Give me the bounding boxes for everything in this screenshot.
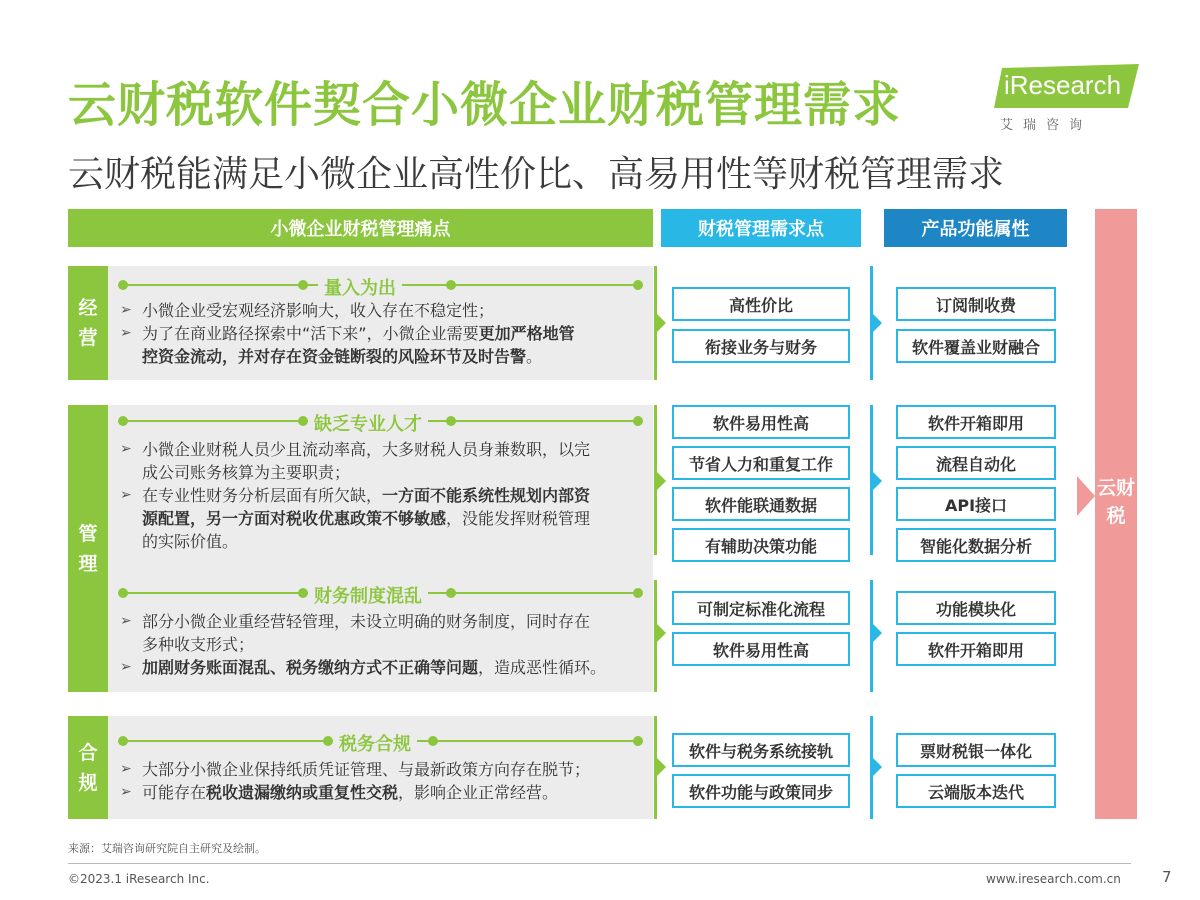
bullet-item: ➢ 为了在商业路径探索中“活下来”，小微企业需要更加严格地管 控资金流动，并对存在资金链断裂的风险环节及时告警。 [120, 324, 575, 366]
bullet-item: ➢ 在专业性财务分析层面有所欠缺，一方面不能系统性规划内部资 源配置，另一方面对税收优惠政策不够敏感，没能发挥财税管理 的实际价值。 [120, 486, 591, 551]
bullet-item: ➢ 小微企业财税人员少且流动率高，大多财税人员身兼数职，以完 成公司账务核算为主要职责； [120, 440, 591, 482]
subhead-label: 财务制度混乱 [308, 582, 428, 608]
iresearch-logo [994, 64, 1139, 136]
chevron-right-icon: ➢ [120, 761, 132, 777]
tag-label: 管理 [78, 522, 98, 575]
subhead-compliance [118, 730, 643, 755]
dot-icon [633, 280, 643, 290]
website-link[interactable]: www.iresearch.com.cn [986, 872, 1121, 886]
chevron-right-icon: ➢ [120, 487, 132, 503]
bullet-item: ➢ 小微企业受宏观经济影响大，收入存在不稳定性； [120, 301, 495, 320]
page-subtitle: 云财税能满足小微企业高性价比、高易用性等财税管理需求 [68, 154, 1005, 195]
bullets-system [120, 610, 645, 679]
arrow-right-icon [873, 624, 882, 642]
footer-divider [68, 863, 1131, 864]
subhead-label: 量入为出 [318, 274, 402, 300]
arrow-right-icon [657, 624, 666, 642]
need-box: 有辅助决策功能 [672, 528, 850, 562]
bullets-jingying [120, 299, 645, 368]
dot-icon [633, 416, 643, 426]
page-number: 7 [1162, 868, 1172, 886]
arrow-right-icon [657, 472, 666, 490]
bullet-item: ➢ 加剧财务账面混乱、税务缴纳方式不正确等问题，造成恶性循环。 [120, 658, 607, 677]
need-box: 软件易用性高 [672, 405, 850, 439]
tag-label: 合规 [78, 741, 98, 794]
dot-icon [298, 280, 308, 290]
function-box: 票财税银一体化 [896, 733, 1056, 767]
arrow-right-icon [873, 314, 882, 332]
subhead-jingying [118, 274, 643, 299]
dot-icon [428, 736, 438, 746]
section-tag-jingying [68, 266, 108, 380]
section-tag-guanli [68, 405, 108, 692]
need-box: 高性价比 [672, 287, 850, 321]
function-box: 云端版本迭代 [896, 774, 1056, 808]
function-box: 流程自动化 [896, 446, 1056, 480]
dot-icon [446, 280, 456, 290]
need-box: 软件易用性高 [672, 632, 850, 666]
need-box: 软件与税务系统接轨 [672, 733, 850, 767]
arrow-right-icon [873, 472, 882, 490]
function-box: API接口 [896, 487, 1056, 521]
chevron-right-icon: ➢ [120, 441, 132, 457]
bullet-item: ➢ 可能存在税收遗漏缴纳或重复性交税，影响企业正常经营。 [120, 783, 559, 802]
chevron-right-icon: ➢ [120, 784, 132, 800]
bullet-item: ➢ 部分小微企业重经营轻管理，未设立明确的财务制度，同时存在 多种收支形式； [120, 612, 591, 654]
chevron-right-icon: ➢ [120, 613, 132, 629]
function-box: 功能模块化 [896, 591, 1056, 625]
bullets-talent [120, 438, 645, 553]
subhead-system [118, 582, 643, 607]
need-box: 软件能联通数据 [672, 487, 850, 521]
chevron-right-icon: ➢ [120, 325, 132, 341]
arrow-right-icon [657, 758, 666, 776]
cloud-finance-column [1095, 209, 1137, 819]
bullets-compliance [120, 758, 645, 804]
dot-icon [323, 736, 333, 746]
need-box: 软件功能与政策同步 [672, 774, 850, 808]
dot-icon [298, 416, 308, 426]
arrow-right-icon [657, 314, 666, 332]
header-pain-points: 小微企业财税管理痛点 [68, 209, 653, 247]
arrow-right-icon [873, 758, 882, 776]
function-box: 订阅制收费 [896, 287, 1056, 321]
source-note: 来源：艾瑞咨询研究院自主研究及绘制。 [68, 842, 266, 855]
page-title: 云财税软件契合小微企业财税管理需求 [68, 77, 902, 133]
cloud-arrow-icon [1077, 476, 1095, 516]
dot-icon [446, 588, 456, 598]
dot-icon [446, 416, 456, 426]
bullet-item: ➢ 大部分小微企业保持纸质凭证管理、与最新政策方向存在脱节； [120, 760, 591, 779]
header-needs: 财税管理需求点 [661, 209, 861, 247]
function-box: 软件覆盖业财融合 [896, 329, 1056, 363]
subhead-talent [118, 410, 643, 435]
copyright: ©2023.1 iResearch Inc. [68, 872, 210, 886]
section-tag-hegui [68, 716, 108, 819]
dot-icon [633, 588, 643, 598]
dot-icon [298, 588, 308, 598]
need-box: 节省人力和重复工作 [672, 446, 850, 480]
function-box: 智能化数据分析 [896, 528, 1056, 562]
function-box: 软件开箱即用 [896, 632, 1056, 666]
dot-icon [633, 736, 643, 746]
logo-subtitle: 艾瑞咨询 [1000, 118, 1093, 133]
need-box: 可制定标准化流程 [672, 591, 850, 625]
header-functions: 产品功能属性 [884, 209, 1067, 247]
need-box: 衔接业务与财务 [672, 329, 850, 363]
tag-label: 经营 [78, 297, 98, 349]
chevron-right-icon: ➢ [120, 302, 132, 318]
subhead-label: 缺乏专业人才 [308, 410, 428, 436]
subhead-label: 税务合规 [333, 730, 417, 756]
logo-brand: iResearch [1004, 70, 1122, 100]
cloud-finance-label: 云财税 [1096, 477, 1135, 527]
chevron-right-icon: ➢ [120, 659, 132, 675]
function-box: 软件开箱即用 [896, 405, 1056, 439]
